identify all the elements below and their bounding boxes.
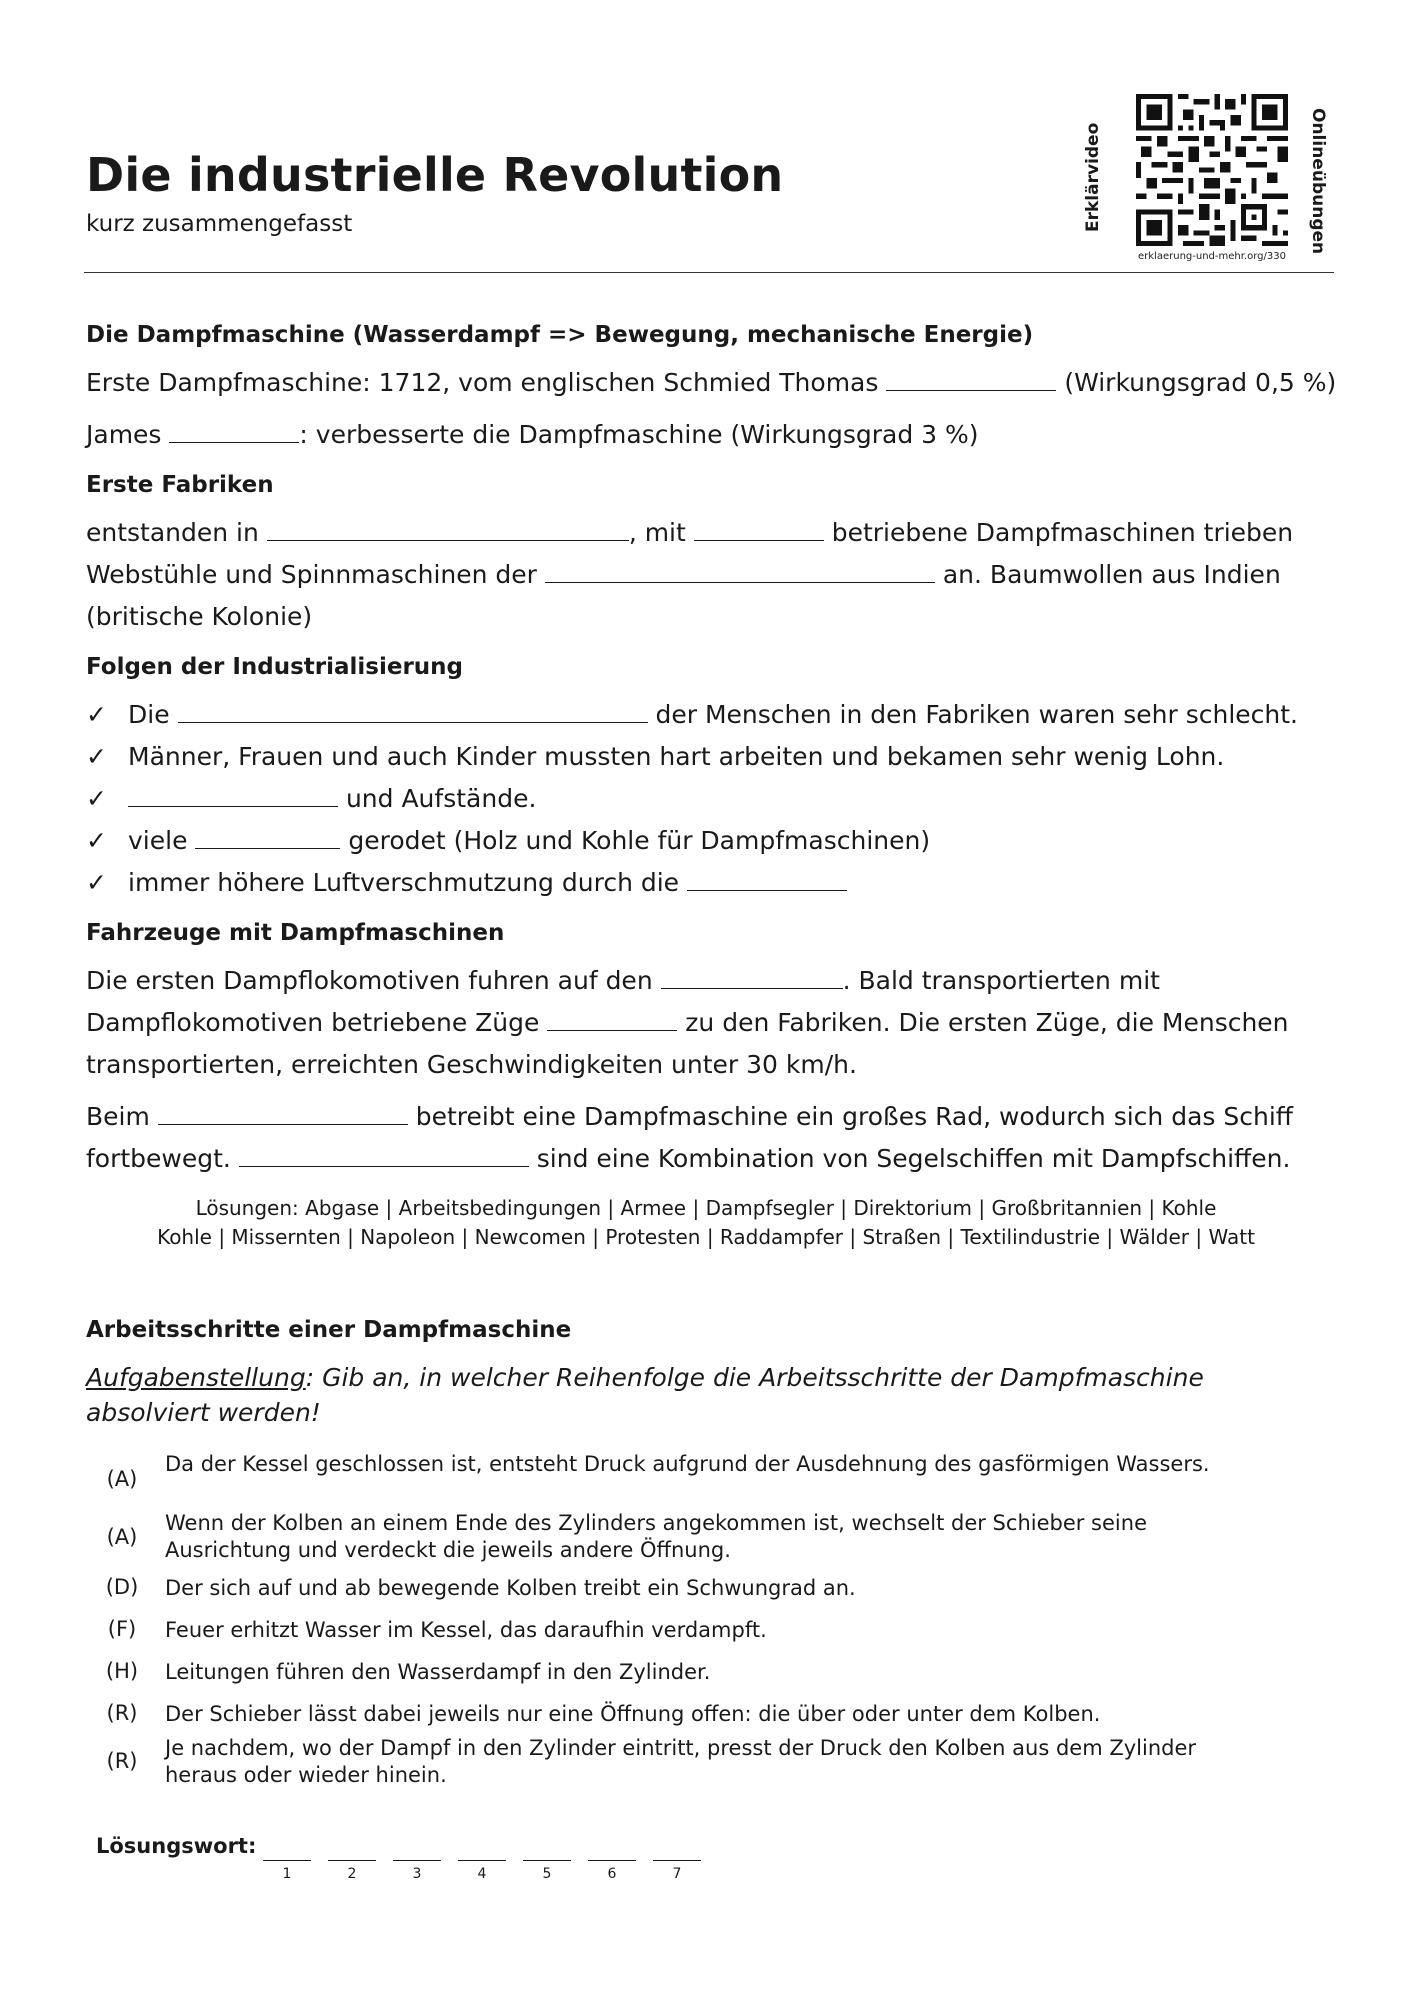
step-letter: (A) <box>106 1467 138 1491</box>
blank-field[interactable] <box>694 519 824 541</box>
text-segment: Beim <box>86 1102 150 1131</box>
step-letter: (R) <box>106 1701 138 1725</box>
solution-slot[interactable] <box>458 1860 506 1861</box>
qr-url: erklaerung-und-mehr.org/330 <box>1138 251 1286 262</box>
solution-slot[interactable] <box>263 1860 311 1861</box>
text-segment: entstanden in <box>86 518 259 547</box>
step-text: Leitungen führen den Wasserdampf in den Zylinder. <box>165 1660 711 1684</box>
solution-word-label: Lösungswort: <box>96 1834 257 1858</box>
step-letter: (A) <box>106 1525 138 1549</box>
text-vehicles-5 <box>86 1144 1290 1173</box>
blank-field[interactable] <box>661 967 843 989</box>
text-segment: . Bald transportierten mit <box>842 966 1160 995</box>
slot-number: 2 <box>347 1866 357 1882</box>
text-first-steam-engine <box>86 368 1336 397</box>
blank-field[interactable] <box>547 1009 677 1031</box>
checkmark-icon: ✓ <box>86 784 107 813</box>
consequence-item-3 <box>128 784 536 813</box>
text-segment: James <box>86 420 162 449</box>
step-text: Feuer erhitzt Wasser im Kessel, das daraufhin verdampft. <box>165 1618 767 1642</box>
step-letter: (R) <box>106 1749 138 1773</box>
solution-line-2: Kohle | Missernten | Napoleon | Newcomen | Protesten | Raddampfer | Straßen | Textilindustrie | Wälder | Watt <box>157 1225 1255 1249</box>
text-segment: Dampflokomotiven betriebene Züge <box>86 1008 540 1037</box>
qr-label-explainer-video: Erklärvideo <box>1083 122 1103 232</box>
text-segment: und Aufstände. <box>345 784 537 813</box>
text-segment: Die <box>128 700 170 729</box>
consequence-item-5 <box>128 868 847 897</box>
slot-number: 7 <box>672 1866 682 1882</box>
text-factories-2 <box>86 560 1281 589</box>
solution-slot[interactable] <box>653 1860 701 1861</box>
text-segment: an. Baumwollen aus Indien <box>942 560 1281 589</box>
blank-field[interactable] <box>169 421 299 443</box>
checkmark-icon: ✓ <box>86 868 107 897</box>
blank-field[interactable] <box>158 1103 408 1125</box>
page-subtitle: kurz zusammengefasst <box>86 211 353 237</box>
text-factories-1 <box>86 518 1293 547</box>
text-factories-3: (britische Kolonie) <box>86 602 313 631</box>
slot-number: 1 <box>282 1866 292 1882</box>
checkmark-icon: ✓ <box>86 826 107 855</box>
blank-field[interactable] <box>687 869 847 891</box>
consequence-item-4 <box>128 826 930 855</box>
blank-field[interactable] <box>886 369 1056 391</box>
solution-slot[interactable] <box>328 1860 376 1861</box>
blank-field[interactable] <box>178 701 648 723</box>
step-text: Da der Kessel geschlossen ist, entsteht Druck aufgrund der Ausdehnung des gasförmigen Wassers. <box>165 1452 1210 1476</box>
step-text: Wenn der Kolben an einem Ende des Zylinders angekommen ist, wechselt der Schieber seine Ausrichtung und verdeckt die jeweils andere Öffnung. <box>165 1511 1147 1562</box>
consequence-item-2: Männer, Frauen und auch Kinder mussten hart arbeiten und bekamen sehr wenig Lohn. <box>128 742 1225 771</box>
solution-slot[interactable] <box>523 1860 571 1861</box>
blank-field[interactable] <box>128 785 338 807</box>
blank-field[interactable] <box>239 1145 529 1167</box>
solution-slot[interactable] <box>393 1860 441 1861</box>
text-segment: gerodet (Holz und Kohle für Dampfmaschinen) <box>348 826 931 855</box>
slot-number: 3 <box>412 1866 422 1882</box>
step-letter: (D) <box>105 1575 139 1599</box>
text-segment: betreibt eine Dampfmaschine ein großes Rad, wodurch sich das Schiff <box>415 1102 1294 1131</box>
text-segment: viele <box>128 826 188 855</box>
slot-number: 6 <box>607 1866 617 1882</box>
text-segment: Webstühle und Spinnmaschinen der <box>86 560 537 589</box>
step-text: Je nachdem, wo der Dampf in den Zylinder eintritt, presst der Druck den Kolben aus dem Zylinder heraus oder wieder hinein. <box>165 1736 1197 1787</box>
task-label: Aufgabenstellung <box>86 1363 306 1392</box>
task-text: : Gib an, in welcher Reihenfolge die Arbeitsschritte der Dampfmaschine absolviert werden! <box>86 1363 1204 1427</box>
task-instruction <box>86 1360 1286 1430</box>
text-segment: betriebene Dampfmaschinen trieben <box>831 518 1294 547</box>
qr-code-icon[interactable] <box>1136 94 1288 246</box>
header-divider <box>84 272 1334 273</box>
step-text: Der Schieber lässt dabei jeweils nur eine Öffnung offen: die über oder unter dem Kolben. <box>165 1702 1101 1726</box>
text-vehicles-1 <box>86 966 1160 995</box>
solution-slot[interactable] <box>588 1860 636 1861</box>
step-letter: (F) <box>107 1617 137 1641</box>
text-segment: Erste Dampfmaschine: 1712, vom englischen Schmied Thomas <box>86 368 879 397</box>
heading-consequences: Folgen der Industrialisierung <box>86 654 464 680</box>
qr-label-online-exercises: Onlineübungen <box>1308 108 1328 255</box>
text-james-watt <box>86 420 979 449</box>
text-segment: sind eine Kombination von Segelschiffen mit Dampfschiffen. <box>536 1144 1291 1173</box>
text-vehicles-4 <box>86 1102 1293 1131</box>
solution-words <box>86 1194 1326 1252</box>
step-text: Der sich auf und ab bewegende Kolben treibt ein Schwungrad an. <box>165 1576 856 1600</box>
blank-field[interactable] <box>267 519 629 541</box>
text-segment: : verbesserte die Dampfmaschine (Wirkungsgrad 3 %) <box>299 420 979 449</box>
consequence-item-1 <box>128 700 1298 729</box>
checkmark-icon: ✓ <box>86 742 107 771</box>
text-segment: , mit <box>628 518 686 547</box>
blank-field[interactable] <box>195 827 340 849</box>
text-segment: der Menschen in den Fabriken waren sehr schlecht. <box>655 700 1299 729</box>
text-segment: (Wirkungsgrad 0,5 %) <box>1064 368 1337 397</box>
slot-number: 4 <box>477 1866 487 1882</box>
text-vehicles-2 <box>86 1008 1289 1037</box>
slot-number: 5 <box>542 1866 552 1882</box>
text-segment: Die ersten Dampflokomotiven fuhren auf den <box>86 966 653 995</box>
heading-vehicles: Fahrzeuge mit Dampfmaschinen <box>86 920 505 946</box>
solution-line-1: Lösungen: Abgase | Arbeitsbedingungen | Armee | Dampfsegler | Direktorium | Großbritannien | Kohle <box>195 1196 1217 1220</box>
blank-field[interactable] <box>545 561 935 583</box>
text-segment: zu den Fabriken. Die ersten Züge, die Menschen <box>685 1008 1289 1037</box>
heading-work-steps: Arbeitsschritte einer Dampfmaschine <box>86 1317 572 1343</box>
checkmark-icon: ✓ <box>86 700 107 729</box>
text-segment: immer höhere Luftverschmutzung durch die <box>128 868 680 897</box>
heading-first-factories: Erste Fabriken <box>86 472 274 498</box>
page-title: Die industrielle Revolution <box>86 148 784 202</box>
text-vehicles-3: transportierten, erreichten Geschwindigkeiten unter 30 km/h. <box>86 1050 857 1079</box>
step-letter: (H) <box>105 1659 139 1683</box>
heading-steam-engine: Die Dampfmaschine (Wasserdampf => Bewegung, mechanische Energie) <box>86 322 1034 348</box>
text-segment: fortbewegt. <box>86 1144 231 1173</box>
